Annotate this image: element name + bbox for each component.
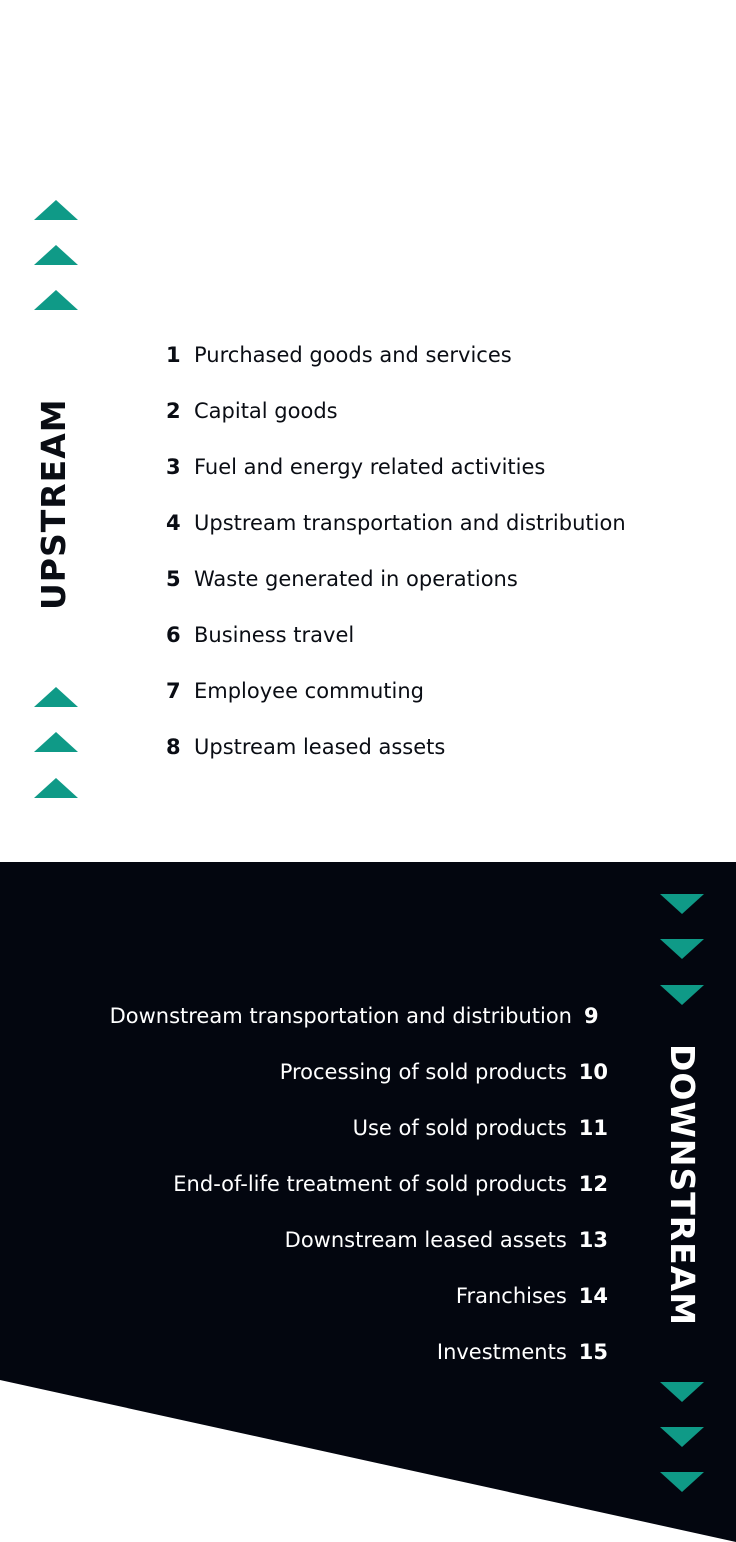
up-arrow-icon <box>34 200 78 220</box>
list-item <box>166 620 626 676</box>
down-arrow-icon <box>660 1382 704 1402</box>
item-number: 4 <box>166 511 181 535</box>
downstream-label: DOWNSTREAM <box>663 1044 702 1327</box>
up-arrow-icon <box>34 732 78 752</box>
upstream-list <box>166 340 626 788</box>
list-item <box>110 1336 608 1392</box>
list-item <box>110 1112 608 1168</box>
item-number: 6 <box>166 623 181 647</box>
down-arrow-icon <box>660 939 704 959</box>
item-number: 7 <box>166 679 181 703</box>
item-text: Waste generated in operations <box>194 567 518 591</box>
item-number: 13 <box>578 1228 608 1252</box>
item-text: Business travel <box>194 623 355 647</box>
item-text: Purchased goods and services <box>194 343 512 367</box>
down-arrow-icon <box>660 985 704 1005</box>
list-item <box>166 452 626 508</box>
down-arrow-icon <box>660 1427 704 1447</box>
list-item <box>110 1280 608 1336</box>
item-text: Downstream leased assets <box>284 1228 567 1252</box>
item-text: Processing of sold products <box>279 1060 567 1084</box>
list-item <box>166 396 626 452</box>
item-text: Downstream transportation and distribution <box>109 1004 572 1028</box>
item-text: Investments <box>436 1340 567 1364</box>
item-number: 11 <box>578 1116 608 1140</box>
item-number: 3 <box>166 455 181 479</box>
list-item <box>110 1056 608 1112</box>
up-arrow-icon <box>34 687 78 707</box>
up-arrow-icon <box>34 245 78 265</box>
item-text: Upstream transportation and distribution <box>194 511 626 535</box>
up-arrow-icon <box>34 290 78 310</box>
list-item <box>166 508 626 564</box>
list-item <box>110 1000 608 1056</box>
list-item <box>166 564 626 620</box>
list-item <box>166 340 626 396</box>
upstream-label: UPSTREAM <box>34 398 73 610</box>
item-text: Upstream leased assets <box>194 735 446 759</box>
down-arrow-icon <box>660 1472 704 1492</box>
item-text: Employee commuting <box>194 679 425 703</box>
item-number: 9 <box>584 1004 599 1028</box>
list-item <box>110 1168 608 1224</box>
list-item <box>166 676 626 732</box>
item-number: 15 <box>578 1340 608 1364</box>
list-item <box>110 1224 608 1280</box>
list-item <box>166 732 626 788</box>
down-arrow-icon <box>660 894 704 914</box>
item-number: 5 <box>166 567 181 591</box>
downstream-list <box>110 1000 608 1392</box>
item-text: Franchises <box>455 1284 567 1308</box>
item-number: 8 <box>166 735 181 759</box>
item-number: 14 <box>578 1284 608 1308</box>
item-number: 2 <box>166 399 181 423</box>
item-number: 1 <box>166 343 181 367</box>
item-text: Use of sold products <box>352 1116 567 1140</box>
item-text: Capital goods <box>194 399 338 423</box>
item-number: 10 <box>578 1060 608 1084</box>
item-text: Fuel and energy related activities <box>194 455 546 479</box>
item-number: 12 <box>578 1172 608 1196</box>
up-arrow-icon <box>34 778 78 798</box>
item-text: End-of-life treatment of sold products <box>173 1172 567 1196</box>
